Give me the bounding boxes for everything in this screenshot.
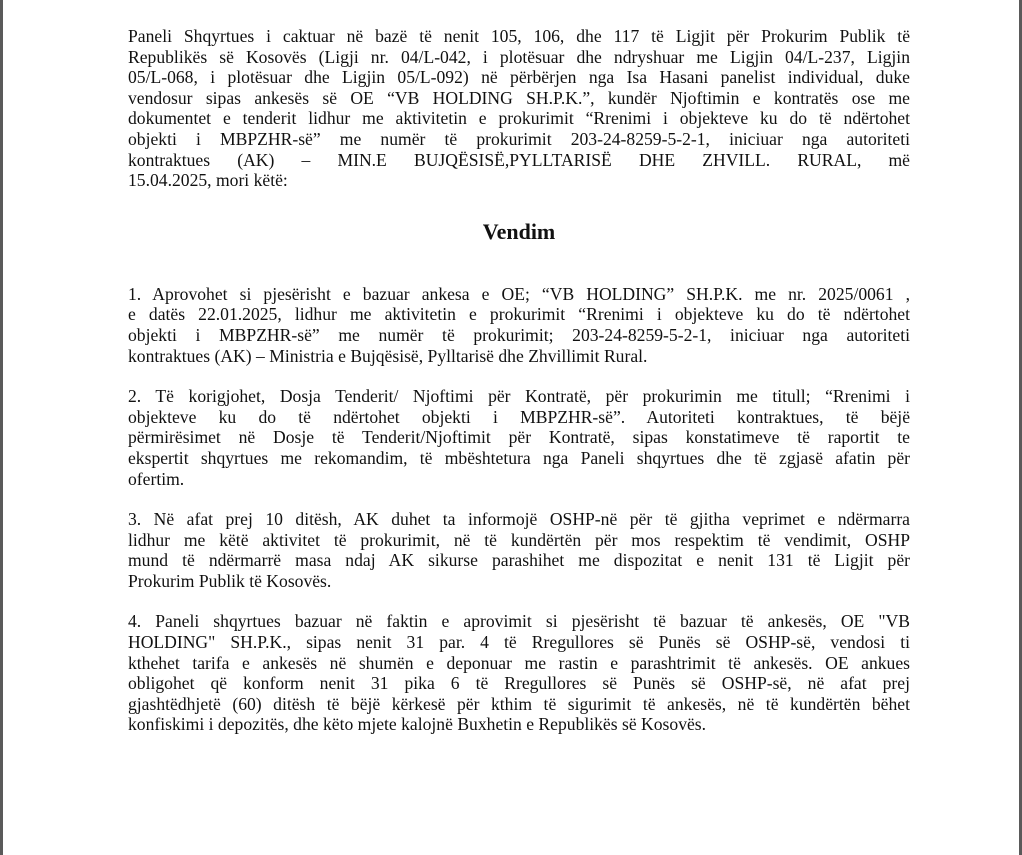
decision-title: Vendim xyxy=(482,218,556,244)
decision-item-3 xyxy=(128,509,910,591)
item-line: objekti i MBPZHR-së” me numër të prokurimit; 203-24-8259-5-2-1, iniciuar nga autoriteti xyxy=(128,324,910,345)
decision-list xyxy=(128,284,910,735)
item-line: 2. Të korigjohet, Dosja Tenderit/ Njoftimi për Kontratë, për prokurimin me titull; “Rrenimi i xyxy=(128,386,910,407)
item-line: ofertim. xyxy=(128,468,185,489)
intro-line: 15.04.2025, mori këtë: xyxy=(128,170,288,191)
item-line: Prokurim Publik të Kosovës. xyxy=(128,570,332,591)
intro-line: Paneli Shqyrtues i caktuar në bazë të nenit 105, 106, dhe 117 të Ligjit për Prokurim Publik të xyxy=(128,26,910,46)
document-page xyxy=(128,26,910,755)
item-line: kontraktues (AK) – Ministria e Bujqësisë, Pylltarisë dhe Zhvillimit Rural. xyxy=(128,345,648,366)
item-line: ekspertit shqyrtues me rekomandim, të mbështetura nga Paneli shqyrtues dhe të zgjasë afatin për xyxy=(128,447,910,468)
item-line: gjashtëdhjetë (60) ditësh të bëjë kërkesë për kthim të sigurimit të ankesës, në të kundërtën bëhet xyxy=(128,693,910,714)
item-line: mund të ndërmarrë masa ndaj AK sikurse parashihet me dispozitat e nenit 131 të Ligjit për xyxy=(128,550,910,571)
intro-line: objekti i MBPZHR-së” me numër të prokurimit 203-24-8259-5-2-1, iniciuar nga autoriteti xyxy=(128,128,910,149)
intro-line: kontraktues (AK) – MIN.E BUJQËSISË,PYLLTARISË DHE ZHVILL. RURAL, më xyxy=(128,149,910,170)
item-line: 4. Paneli shqyrtues bazuar në faktin e aprovimit si pjesërisht të bazuar të ankesës, OE "VB xyxy=(128,611,910,632)
viewer-left-border xyxy=(0,0,3,855)
item-line: kthehet tarifa e ankesës në shumën e deponuar me rastin e parashtrimit të ankesës. OE ankues xyxy=(128,652,910,673)
item-line: lidhur me këtë aktivitet të prokurimit, në të kundërtën për mos respektim të vendimit, OSHP xyxy=(128,529,910,550)
item-line: përmirësimet në Dosje të Tenderit/Njoftimit për Kontratë, sipas konstatimeve të raportit te xyxy=(128,427,910,448)
intro-line: Republikës së Kosovës (Ligji nr. 04/L-042, i plotësuar dhe ndryshuar me Ligjin 04/L-237, Ligjin xyxy=(128,46,910,67)
intro-line: 05/L-068, i plotësuar dhe Ligjin 05/L-092) në përbërjen nga Isa Hasani panelist individual, duke xyxy=(128,67,910,88)
decision-item-4 xyxy=(128,611,910,735)
item-line: obligohet që konform nenit 31 pika 6 të Rregullores së Punës së OSHP-së, në afat prej xyxy=(128,673,910,694)
decision-item-2 xyxy=(128,386,910,489)
decision-item-1 xyxy=(128,284,910,366)
item-line: 3. Në afat prej 10 ditësh, AK duhet ta informojë OSHP-në për të gjitha veprimet e ndërmarra xyxy=(128,509,910,530)
item-line: konfiskimi i depozitës, dhe këto mjete kalojnë Buxhetin e Republikës së Kosovës. xyxy=(128,714,707,735)
intro-line: vendosur sipas ankesës së OE “VB HOLDING SH.P.K.”, kundër Njoftimin e kontratës ose me xyxy=(128,87,910,108)
item-line: e datës 22.01.2025, lidhur me aktivitetin e prokurimit “Rrenimi i objekteve ku do të ndërtohet xyxy=(128,304,910,325)
item-line: objekteve ku do të ndërtohet objekti i MBPZHR-së”. Autoriteti kontraktues, të bëjë xyxy=(128,406,910,427)
item-line: 1. Aprovohet si pjesërisht e bazuar ankesa e OE; “VB HOLDING” SH.P.K. me nr. 2025/0061 , xyxy=(128,283,910,304)
item-line: HOLDING" SH.P.K., sipas nenit 31 par. 4 të Rregullores së Punës së OSHP-së, vendosi ti xyxy=(128,632,910,653)
intro-line: dokumentet e tenderit lidhur me aktivitetin e prokurimit “Rrenimi i objekteve ku do të ndërtohet xyxy=(128,108,910,129)
intro-paragraph xyxy=(128,26,910,191)
